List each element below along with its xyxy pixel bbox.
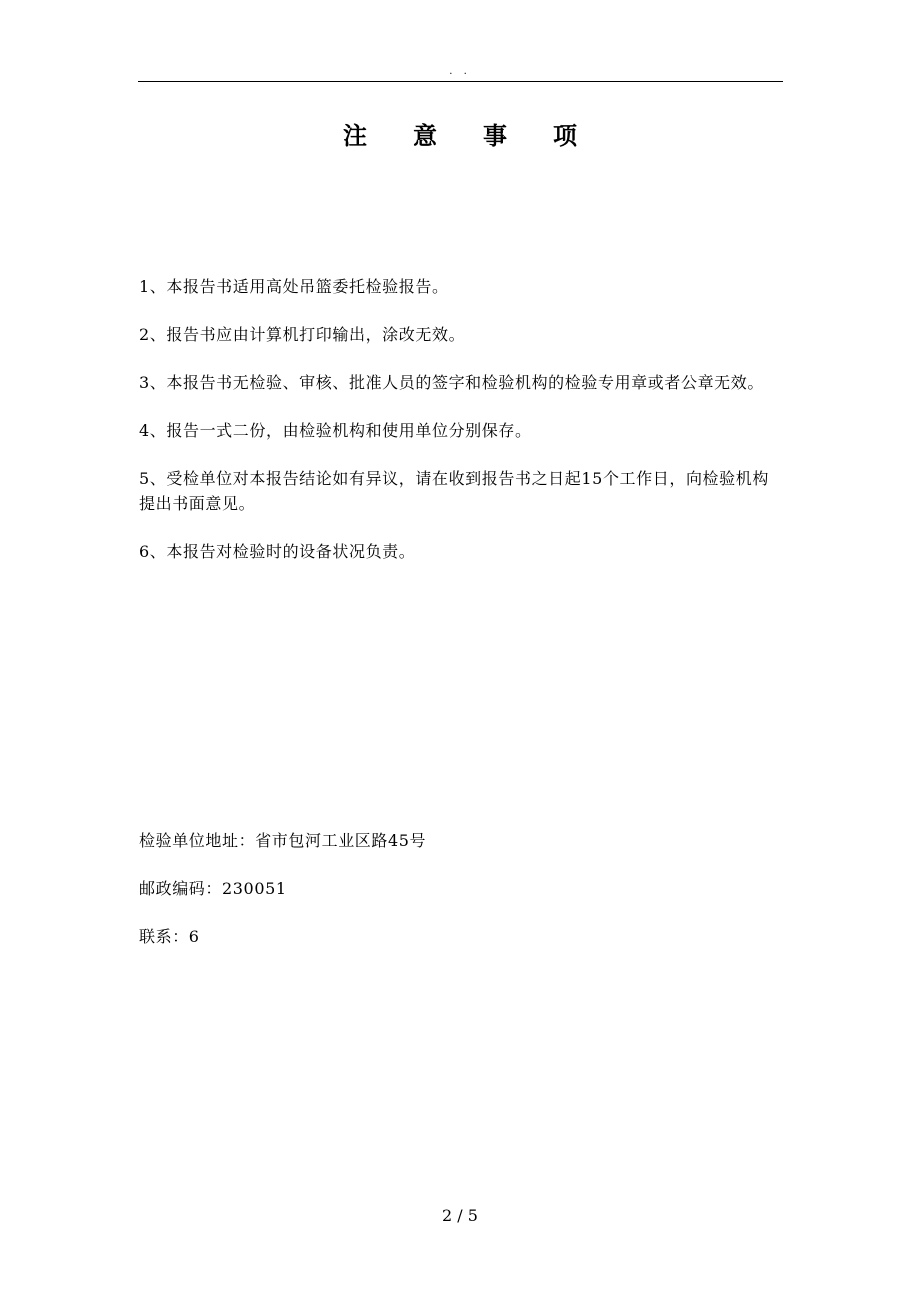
postcode-line: 邮政编码：230051	[139, 879, 287, 898]
title-char: 注	[343, 121, 367, 150]
note-item: 1、本报告书适用高处吊篮委托检验报告。	[139, 277, 449, 296]
phone-line: 联系：6	[139, 927, 200, 946]
page-title	[0, 118, 920, 154]
title-char: 项	[553, 121, 577, 150]
notes-list	[139, 274, 784, 587]
address-line: 检验单位地址：省市包河工业区路45号	[139, 831, 427, 850]
note-item: 4、报告一式二份，由检验机构和使用单位分别保存。	[139, 421, 532, 440]
note-item: 6、本报告对检验时的设备状况负责。	[139, 542, 416, 561]
title-char: 事	[483, 121, 507, 150]
note-item: 3、本报告书无检验、审核、批准人员的签字和检验机构的检验专用章或者公章无效。	[139, 373, 764, 392]
note-item: 2、报告书应由计算机打印输出，涂改无效。	[139, 325, 466, 344]
title-char: 意	[413, 121, 437, 150]
page-number: 2 / 5	[442, 1206, 478, 1225]
note-item: 5、受检单位对本报告结论如有异议，请在收到报告书之日起15个工作日，向检验机构提出书面意见。	[139, 469, 769, 513]
header-mark: . .	[449, 66, 471, 77]
contact-info	[139, 828, 784, 972]
header-rule	[138, 81, 783, 82]
